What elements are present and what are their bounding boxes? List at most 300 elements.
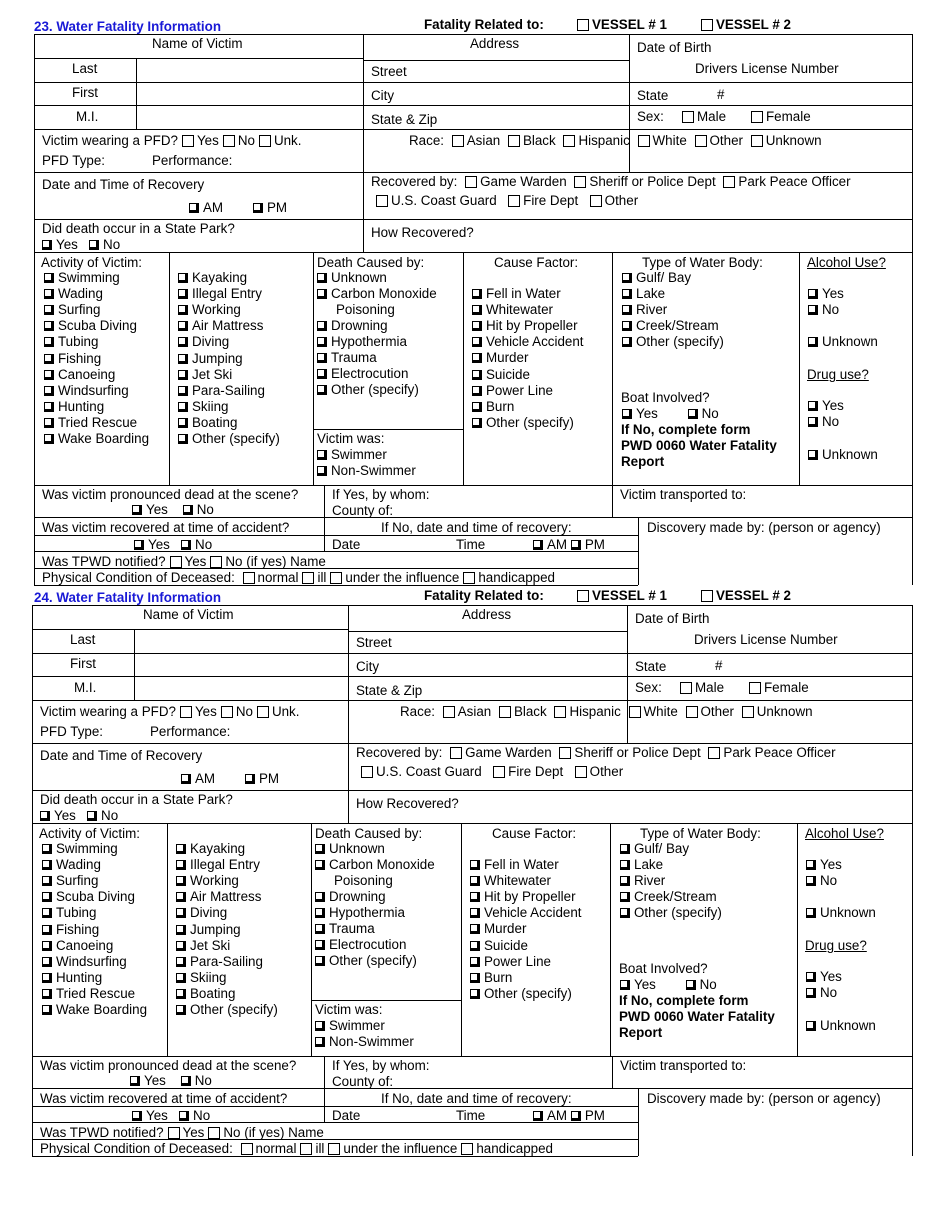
death-checkbox[interactable] [317,321,327,331]
race-option-label: Other [700,704,734,719]
alcohol-no-checkbox[interactable] [806,876,816,886]
activity-checkbox[interactable] [44,354,54,364]
activity-checkbox[interactable] [42,973,52,983]
physical-checkbox[interactable] [461,1143,473,1155]
recovery-am-label: AM [547,1108,568,1123]
death-poisoning-label: Poisoning [336,302,395,317]
activity-option [176,923,241,936]
activity-option [44,271,120,284]
death-option [317,335,407,348]
death-carbon-label: Carbon Monoxide [331,286,437,301]
pfd-type-label: PFD Type: [40,724,104,739]
activity-checkbox[interactable] [42,860,52,870]
race-checkbox[interactable] [695,135,707,147]
activity-checkbox[interactable] [44,289,54,299]
boat-no-checkbox[interactable] [688,409,698,419]
death-option-cont [336,303,395,316]
pronounced-options [132,503,214,516]
cause-checkbox[interactable] [472,289,482,299]
water-checkbox[interactable] [622,273,632,283]
water-checkbox[interactable] [622,289,632,299]
physical-option-label: ill [317,570,327,585]
grid-line [313,252,314,485]
recovered-by-option: Sheriff or Police Dept [589,174,716,189]
race-checkbox[interactable] [638,135,650,147]
pfd-yes-checkbox[interactable] [180,706,192,718]
activity-label: Wake Boarding [56,1002,148,1017]
non-swimmer-checkbox[interactable] [317,466,327,476]
cause-option [470,987,572,1000]
drug-unknown-checkbox[interactable] [806,1021,816,1031]
race-checkbox[interactable] [563,135,575,147]
death-label: Drowning [329,889,386,904]
state-label: State [637,88,669,103]
physical-checkbox[interactable] [328,1143,340,1155]
drug-no [806,986,837,999]
water-label: Other (specify) [636,334,724,350]
pronounced-yes-checkbox[interactable] [130,1076,140,1086]
date-of-birth-label: Date of Birth [637,40,712,55]
grid-line [34,172,912,173]
activity-checkbox[interactable] [178,386,188,396]
activity-checkbox[interactable] [176,908,186,918]
vessel-1-option [573,18,667,31]
alcohol-unknown-checkbox[interactable] [808,337,818,347]
cause-checkbox[interactable] [470,892,480,902]
state-park-cell [40,793,233,806]
water-option [620,874,665,887]
pfd-no-checkbox[interactable] [223,135,235,147]
vessel-1-checkbox[interactable] [577,590,589,602]
recovered-by-option: Other [589,764,624,779]
grid-line [34,129,912,130]
recovered-by-checkbox[interactable] [708,747,720,759]
death-checkbox[interactable] [315,908,325,918]
water-checkbox[interactable] [620,908,630,918]
recovery-pm-checkbox[interactable] [571,1111,581,1121]
alcohol-yes-checkbox[interactable] [808,289,818,299]
grid-line [32,1088,912,1089]
grid-line [363,60,629,61]
water-checkbox[interactable] [622,337,632,347]
activity-checkbox[interactable] [176,989,186,999]
female-checkbox[interactable] [751,111,763,123]
name-header [143,608,234,621]
pronounced-no-checkbox[interactable] [181,1076,191,1086]
boat-yes-checkbox[interactable] [620,980,630,990]
activity-option [178,384,265,397]
cause-label: Burn [484,969,513,985]
activity-checkbox[interactable] [178,321,188,331]
activity-label: Fishing [56,921,100,937]
drug-yes-checkbox[interactable] [808,401,818,411]
activity-label: Tubing [56,905,97,921]
recovered-yes-checkbox[interactable] [132,1111,142,1121]
cause-checkbox[interactable] [470,924,480,934]
recovered-by-option: Fire Dept [523,193,579,208]
activity-checkbox[interactable] [44,337,54,347]
alcohol-header [805,827,884,840]
drug-use-label: Drug use? [805,938,867,953]
swimmer-checkbox[interactable] [315,1021,325,1031]
activity-checkbox[interactable] [176,973,186,983]
activity-checkbox[interactable] [178,337,188,347]
last-name-label: Last [70,632,96,647]
cause-option [470,858,559,871]
activity-label: Surfing [58,302,101,318]
pwd-note: If No, complete form [619,993,749,1008]
cause-label: Whitewater [486,302,553,318]
cause-option [472,303,553,316]
county-cell [332,1075,393,1088]
race-option-label: Hispanic [578,133,630,148]
cause-label: Suicide [486,366,530,382]
death-checkbox[interactable] [317,273,327,283]
boat-no-checkbox[interactable] [686,980,696,990]
recovered-by-checkbox[interactable] [465,176,477,188]
cause-factor-label: Cause Factor: [492,826,577,841]
alcohol-no-checkbox[interactable] [808,305,818,315]
death-checkbox[interactable] [315,892,325,902]
activity-option [44,432,149,445]
water-checkbox[interactable] [620,860,630,870]
performance-cell [150,725,230,738]
cause-checkbox[interactable] [470,941,480,951]
first-cell [70,657,96,670]
vessel-2-checkbox[interactable] [701,19,713,31]
activity-checkbox[interactable] [42,989,52,999]
boat-header [619,962,708,975]
male-checkbox[interactable] [682,111,694,123]
activity-checkbox[interactable] [42,892,52,902]
activity-checkbox[interactable] [176,1005,186,1015]
recovered-no-checkbox[interactable] [181,540,191,550]
recovered-yes-checkbox[interactable] [134,540,144,550]
death-checkbox[interactable] [315,844,325,854]
recovered-by-option: U.S. Coast Guard [391,193,497,208]
activity-checkbox[interactable] [176,876,186,886]
cause-checkbox[interactable] [470,876,480,886]
water-checkbox[interactable] [620,844,630,854]
tpwd-no-checkbox[interactable] [208,1127,220,1139]
activity-checkbox[interactable] [44,273,54,283]
activity-checkbox[interactable] [44,418,54,428]
name-of-victim-header: Name of Victim [143,607,234,622]
death-checkbox[interactable] [315,924,325,934]
state-label: State [635,659,667,674]
death-checkbox[interactable] [317,337,327,347]
recovered-by-checkbox[interactable] [559,747,571,759]
grid-line [169,252,170,485]
race-checkbox[interactable] [554,706,566,718]
race-checkbox[interactable] [452,135,464,147]
recovered-by-checkbox[interactable] [590,195,602,207]
death-option [315,922,375,935]
activity-checkbox[interactable] [44,305,54,315]
pronounced-yes-checkbox[interactable] [132,505,142,515]
physical-option-label: normal [255,1141,297,1156]
pfd-unk-checkbox[interactable] [259,135,271,147]
drug-no-checkbox[interactable] [808,417,818,427]
activity-checkbox[interactable] [178,370,188,380]
pwd-note: Report [621,454,665,469]
death-checkbox[interactable] [315,940,325,950]
race-checkbox[interactable] [751,135,763,147]
death-checkbox[interactable] [315,956,325,966]
non-swimmer-checkbox[interactable] [315,1037,325,1047]
male-checkbox[interactable] [680,682,692,694]
hash-cell [717,88,724,101]
pfd-no-label: No [237,133,255,148]
alcohol-unknown [806,906,876,919]
pm-checkbox[interactable] [245,774,255,784]
cause-checkbox[interactable] [472,386,482,396]
boat-no-label: No [699,977,717,992]
water-checkbox[interactable] [620,892,630,902]
cause-checkbox[interactable] [470,989,480,999]
transported-cell [620,1059,746,1072]
recovered-by-checkbox[interactable] [508,195,520,207]
activity-checkbox[interactable] [42,908,52,918]
death-checkbox[interactable] [315,860,325,870]
tpwd-yes-checkbox[interactable] [170,556,182,568]
physical-option-label: under the influence [343,1141,458,1156]
cause-checkbox[interactable] [470,860,480,870]
alcohol-unknown-checkbox[interactable] [806,908,816,918]
if-no-cell [381,1092,572,1105]
recovery-am-checkbox[interactable] [533,540,543,550]
alcohol-use-label: Alcohol Use? [805,826,884,841]
recovery-datetime-cell [40,749,202,762]
death-option [315,842,385,855]
activity-option [42,906,96,919]
race-checkbox[interactable] [508,135,520,147]
activity-checkbox[interactable] [178,418,188,428]
recovered-by-checkbox[interactable] [574,176,586,188]
recovered-by-checkbox[interactable] [493,766,505,778]
pfd-no-checkbox[interactable] [221,706,233,718]
activity-label: Diving [192,334,230,350]
physical-option-label: ill [315,1141,325,1156]
cause-option [472,416,574,429]
am-checkbox[interactable] [181,774,191,784]
last-cell [72,62,97,75]
death-checkbox[interactable] [317,385,327,395]
activity-checkbox[interactable] [42,844,52,854]
drug-no-checkbox[interactable] [806,988,816,998]
cause-option [472,384,553,397]
activity-checkbox[interactable] [42,957,52,967]
cause-checkbox[interactable] [470,908,480,918]
activity-option [176,858,260,871]
activity-checkbox[interactable] [176,860,186,870]
boat-yes-checkbox[interactable] [622,409,632,419]
race-checkbox[interactable] [499,706,511,718]
pm-option [253,201,287,214]
activity-label: Activity of Victim: [39,826,140,841]
activity-option [178,335,229,348]
am-label: AM [203,200,224,215]
state-park-yes-checkbox[interactable] [40,811,50,821]
activity-checkbox[interactable] [42,1005,52,1015]
pfd-yes-checkbox[interactable] [182,135,194,147]
cause-label: Power Line [486,382,553,398]
section-title: 23. Water Fatality Information [34,19,222,34]
race-option-label: Black [513,704,547,719]
cause-option [472,335,584,348]
activity-checkbox[interactable] [44,321,54,331]
activity-option [176,890,261,903]
grid-line [32,605,912,606]
death-checkbox[interactable] [317,369,327,379]
activity-checkbox[interactable] [42,876,52,886]
section-title-row [34,591,221,604]
victim-was-header [317,432,384,445]
death-checkbox[interactable] [317,289,327,299]
recovered-options [134,538,212,551]
death-caused-label: Death Caused by: [317,255,425,270]
pm-checkbox[interactable] [253,203,263,213]
activity-checkbox[interactable] [178,289,188,299]
recovered-by-checkbox[interactable] [361,766,373,778]
cause-checkbox[interactable] [472,418,482,428]
activity-label: Surfing [56,873,99,889]
recovered-by-label: Recovered by: [371,174,458,189]
state-park-yes-label: Yes [56,237,78,252]
activity-checkbox[interactable] [44,370,54,380]
recovered-by-checkbox[interactable] [450,747,462,759]
dob-cell [635,612,709,625]
activity-label: Hunting [58,398,105,414]
cause-checkbox[interactable] [472,353,482,363]
date-label: Date [332,1108,361,1123]
fatality-related [424,589,544,602]
swimmer-checkbox[interactable] [317,450,327,460]
activity-checkbox[interactable] [178,305,188,315]
male-label: Male [695,680,725,695]
drug-header [807,368,869,381]
tpwd-no-checkbox[interactable] [210,556,222,568]
state-park-question: Did death occur in a State Park? [40,792,233,807]
cause-checkbox[interactable] [472,305,482,315]
cause-label: Hit by Propeller [486,318,578,334]
grid-line [629,34,630,172]
pfd-unk-checkbox[interactable] [257,706,269,718]
race-checkbox[interactable] [742,706,754,718]
alcohol-yes [808,287,844,300]
activity-checkbox[interactable] [178,273,188,283]
cause-checkbox[interactable] [472,402,482,412]
activity-checkbox[interactable] [178,354,188,364]
activity-checkbox[interactable] [42,941,52,951]
activity-checkbox[interactable] [178,402,188,412]
recovery-pm-checkbox[interactable] [571,540,581,550]
activity-checkbox[interactable] [44,402,54,412]
cause-label: Power Line [484,953,551,969]
cause-option [472,287,561,300]
water-header [640,827,761,840]
activity-checkbox[interactable] [176,844,186,854]
activity-checkbox[interactable] [44,386,54,396]
activity-checkbox[interactable] [176,925,186,935]
race-checkbox[interactable] [629,706,641,718]
race-checkbox[interactable] [443,706,455,718]
physical-checkbox[interactable] [241,1143,253,1155]
state-park-yes-checkbox[interactable] [42,240,52,250]
am-checkbox[interactable] [189,203,199,213]
recovered-by-checkbox[interactable] [575,766,587,778]
grid-line [627,605,628,743]
pfd-row [42,134,301,147]
state-park-no-checkbox[interactable] [87,811,97,821]
activity-checkbox[interactable] [44,434,54,444]
water-label: Gulf/ Bay [634,841,690,856]
activity-label: Swimming [56,841,118,856]
activity-checkbox[interactable] [176,892,186,902]
recovered-no-checkbox[interactable] [179,1111,189,1121]
activity-option [176,906,227,919]
recovered-by-option: Game Warden [465,745,552,760]
cause-checkbox[interactable] [470,973,480,983]
tpwd-yes-checkbox[interactable] [168,1127,180,1139]
race-checkbox[interactable] [686,706,698,718]
activity-checkbox[interactable] [176,957,186,967]
drug-unknown-checkbox[interactable] [808,450,818,460]
water-checkbox[interactable] [622,321,632,331]
activity-option [178,400,228,413]
activity-checkbox[interactable] [178,434,188,444]
cause-checkbox[interactable] [472,370,482,380]
cause-label: Whitewater [484,873,551,889]
activity-label: Activity of Victim: [41,255,142,270]
recovery-am-checkbox[interactable] [533,1111,543,1121]
grid-line [32,653,912,654]
death-unknown-label: Unknown [331,270,387,285]
death-option [317,367,408,380]
female-checkbox[interactable] [749,682,761,694]
cause-option [470,939,528,952]
state-park-yes-label: Yes [54,808,76,823]
physical-checkbox[interactable] [300,1143,312,1155]
drug-no-label: No [820,985,838,1000]
state-park-no-checkbox[interactable] [89,240,99,250]
cause-header [494,256,578,269]
race-label: Race: [409,133,444,148]
water-checkbox[interactable] [620,876,630,886]
vessel-2-checkbox[interactable] [701,590,713,602]
death-checkbox[interactable] [317,353,327,363]
activity-checkbox[interactable] [42,925,52,935]
if-no-date-time-label: If No, date and time of recovery: [381,520,572,535]
death-label: Other (specify) [329,953,417,969]
recovered-by-checkbox[interactable] [376,195,388,207]
water-checkbox[interactable] [622,305,632,315]
recovered-by-checkbox[interactable] [723,176,735,188]
cause-checkbox[interactable] [470,957,480,967]
section-title-row [34,20,221,33]
drug-yes-checkbox[interactable] [806,972,816,982]
activity-checkbox[interactable] [176,941,186,951]
state-cell [637,89,668,102]
activity-label: Windsurfing [56,953,127,969]
cause-checkbox[interactable] [472,337,482,347]
alcohol-yes-checkbox[interactable] [806,860,816,870]
vessel-1-checkbox[interactable] [577,19,589,31]
time-cell [456,538,485,551]
grid-line [912,34,913,585]
cause-checkbox[interactable] [472,321,482,331]
pronounced-no-checkbox[interactable] [183,505,193,515]
